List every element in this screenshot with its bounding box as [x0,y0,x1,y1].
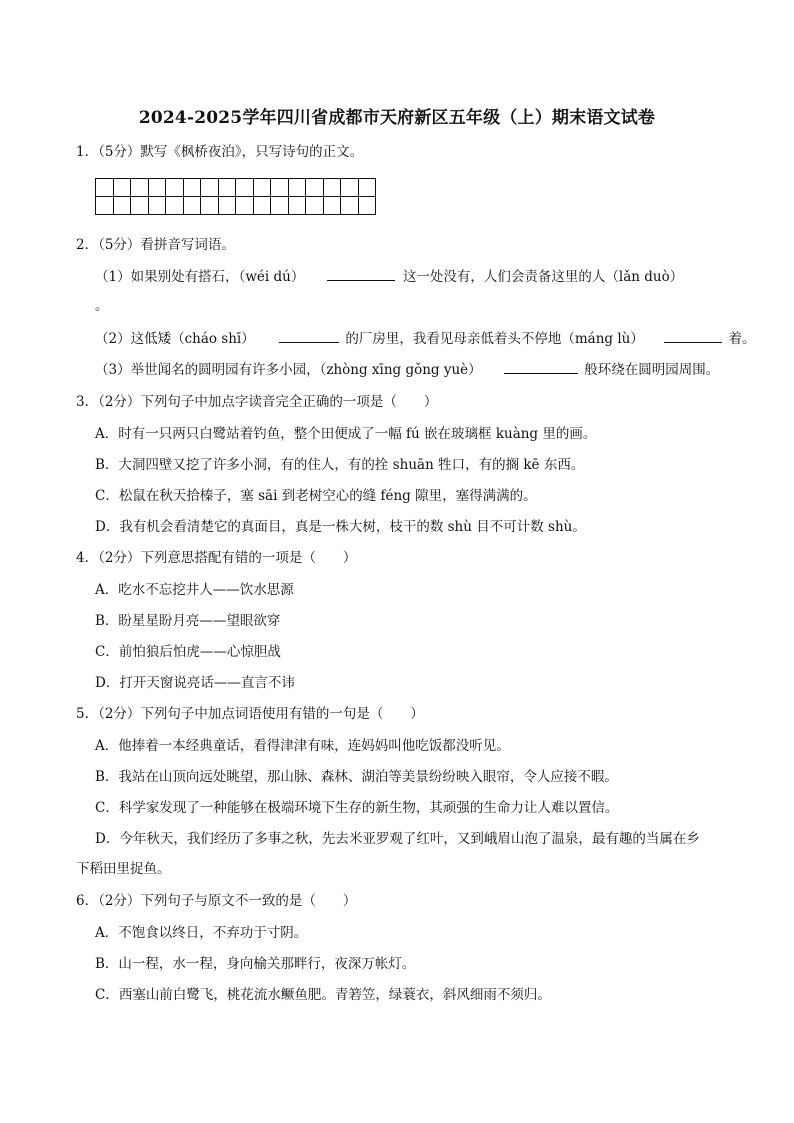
q5-option-b[interactable]: B．我站在山顶向远处眺望，那山脉、森林、湖泊等美景纷纷映入眼帘，令人应接不暇。 [95,769,618,785]
q5-option-d-continued: 下稻田里捉鱼。 [76,861,171,877]
grid-cell[interactable] [166,179,184,197]
grid-cell[interactable] [183,197,201,215]
q2-item-3-part-a: （3）举世闻名的圆明园有许多小园，（zhòng xīng gǒng yuè） [95,362,482,378]
grid-cell[interactable] [236,179,254,197]
grid-cell[interactable] [358,179,376,197]
q2-item-2-part-c: 着。 [728,331,756,347]
q2-item-2-part-a: （2）这低矮（cháo shī） [95,331,255,347]
answer-grid[interactable] [95,178,376,215]
q6-option-a[interactable]: A．不饱食以终日，不弃功于寸阴。 [95,925,308,941]
q3-option-c[interactable]: C．松鼠在秋天拾榛子，塞 sāi 到老树空心的缝 féng 隙里，塞得满满的。 [95,488,537,504]
answer-blank[interactable] [504,361,578,374]
grid-cell[interactable] [271,179,289,197]
grid-cell[interactable] [341,179,359,197]
grid-cell[interactable] [113,179,131,197]
q2-item-2 [95,330,755,348]
exam-title: 2024-2025学年四川省成都市天府新区五年级（上）期末语文试卷 [138,108,656,128]
grid-cell[interactable] [323,197,341,215]
q3-option-b[interactable]: B．大洞四壁又挖了许多小洞，有的住人，有的拴 shuān 牲口，有的搁 kē 东西。 [95,457,585,473]
grid-cell[interactable] [148,179,166,197]
grid-cell[interactable] [306,197,324,215]
question-1-stem: 1．（5分）默写《枫桥夜泊》，只写诗句的正文。 [76,144,364,160]
answer-grid-row [96,197,376,215]
q5-option-c[interactable]: C．科学家发现了一种能够在极端环境下生存的新生物，其顽强的生命力让人难以置信。 [95,800,619,816]
question-2-stem: 2．（5分）看拼音写词语。 [76,237,235,253]
grid-cell[interactable] [166,197,184,215]
grid-cell[interactable] [131,179,149,197]
answer-blank[interactable] [664,330,722,343]
q2-item-1-part-a: （1）如果别处有搭石，（wéi dú） [95,269,305,285]
q3-option-d[interactable]: D．我有机会看清楚它的真面目，真是一株大树，枝干的数 shù 目不可计数 shù。 [95,519,586,535]
question-6-stem: 6．（2分）下列句子与原文不一致的是（ ） [76,893,357,909]
grid-cell[interactable] [236,197,254,215]
answer-grid-row [96,179,376,197]
grid-cell[interactable] [183,179,201,197]
grid-cell[interactable] [288,179,306,197]
grid-cell[interactable] [131,197,149,215]
q6-option-c[interactable]: C．西塞山前白鹭飞，桃花流水鳜鱼肥。青箬笠，绿蓑衣，斜风细雨不须归。 [95,987,551,1003]
grid-cell[interactable] [253,179,271,197]
grid-cell[interactable] [253,197,271,215]
q2-item-1-end: 。 [95,298,109,314]
grid-cell[interactable] [201,197,219,215]
answer-blank[interactable] [327,268,395,281]
question-5-stem: 5．（2分）下列句子中加点词语使用有错的一句是（ ） [76,706,424,722]
q3-option-a[interactable]: A．时有一只两只白鹭站着钓鱼，整个田便成了一幅 fú 嵌在玻璃框 kuàng 里的画。 [95,426,597,442]
grid-cell[interactable] [201,179,219,197]
grid-cell[interactable] [96,197,114,215]
answer-blank[interactable] [279,330,339,343]
grid-cell[interactable] [323,179,341,197]
q2-item-2-part-b: 的厂房里，我看见母亲低着头不停地（máng lù） [345,331,644,347]
question-3-stem: 3．（2分）下列句子中加点字读音完全正确的一项是（ ） [76,394,438,410]
grid-cell[interactable] [218,197,236,215]
grid-cell[interactable] [271,197,289,215]
q4-option-d[interactable]: D．打开天窗说亮话——直言不讳 [95,675,295,691]
q2-item-3-part-b: 般环绕在圆明园周围。 [584,362,720,378]
grid-cell[interactable] [96,179,114,197]
grid-cell[interactable] [218,179,236,197]
q4-option-c[interactable]: C．前怕狼后怕虎——心惊胆战 [95,644,281,660]
grid-cell[interactable] [341,197,359,215]
grid-cell[interactable] [288,197,306,215]
grid-cell[interactable] [306,179,324,197]
q2-item-3 [95,361,719,379]
q4-option-b[interactable]: B．盼星星盼月亮——望眼欲穿 [95,613,281,629]
q6-option-b[interactable]: B．山一程，水一程，身向榆关那畔行，夜深万帐灯。 [95,956,416,972]
grid-cell[interactable] [148,197,166,215]
grid-cell[interactable] [358,197,376,215]
q2-item-1-part-b: 这一处没有，人们会责备这里的人（lǎn duò） [402,269,684,285]
question-4-stem: 4．（2分）下列意思搭配有错的一项是（ ） [76,550,357,566]
grid-cell[interactable] [113,197,131,215]
q4-option-a[interactable]: A．吃水不忘挖井人——饮水思源 [95,582,294,598]
q5-option-a[interactable]: A．他捧着一本经典童话，看得津津有味，连妈妈叫他吃饭都没听见。 [95,738,510,754]
q2-item-1 [95,268,683,286]
q5-option-d[interactable]: D．今年秋天，我们经历了多事之秋，先去米亚罗观了红叶，又到峨眉山泡了温泉，最有趣的当属在乡 [95,831,700,847]
